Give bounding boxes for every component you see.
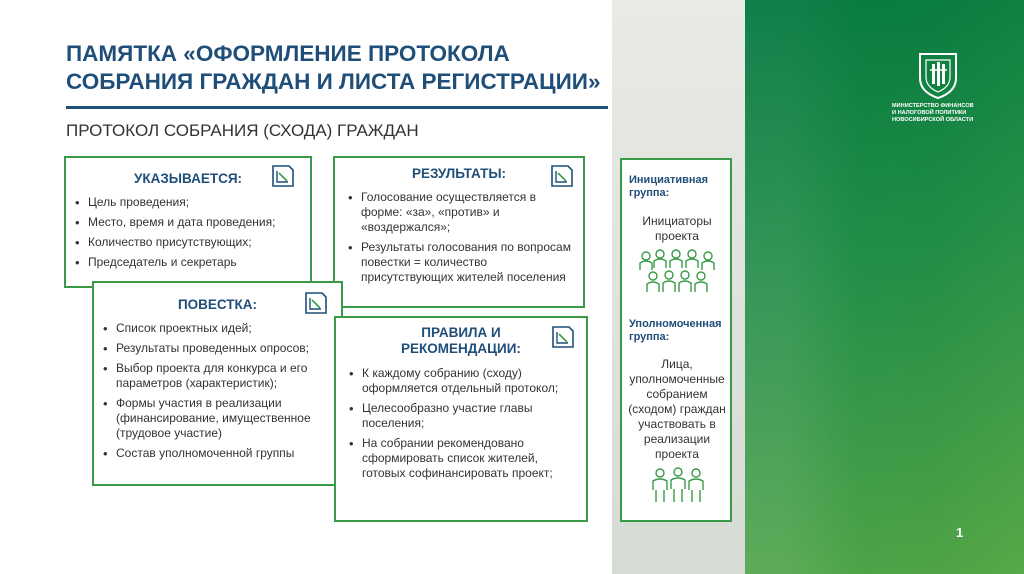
text-line: уполномоченные [629, 372, 725, 386]
page-number: 1 [956, 525, 964, 540]
list-item: • К каждому собранию (сходу) оформляется отдельный протокол; [346, 366, 580, 396]
ministry-line: И НАЛОГОВОЙ ПОЛИТИКИ [892, 110, 967, 116]
list-item: • Формы участия в реализации (финансирование, имущественное (трудовое участие) [100, 396, 335, 441]
heading-line: Инициативная [629, 174, 709, 186]
list-item: • Цель проведения; [72, 195, 304, 210]
list-item: • Результаты проведенных опросов; [100, 341, 335, 356]
list-item: • Результаты голосования по вопросам повестки = количество присутствующих жителей поселения [345, 240, 577, 285]
card-list [100, 321, 335, 461]
text-line: Лица, [661, 357, 693, 371]
slide-subtitle: ПРОТОКОЛ СОБРАНИЯ (СХОДА) ГРАЖДАН [66, 121, 419, 140]
ministry-name [892, 103, 992, 124]
list-item: • Список проектных идей; [100, 321, 335, 336]
list-item: • Голосование осуществляется в форме: «за», «против» и «воздержался»; [345, 190, 577, 235]
text-line: (сходом) граждан [628, 402, 726, 416]
authorized-group-heading [629, 318, 733, 344]
text-line: проекта [655, 447, 699, 461]
card-rules [334, 316, 588, 522]
list-item: • На собрании рекомендовано сформировать список жителей, готовых софинансировать проект; [346, 436, 580, 481]
list-item: • Место, время и дата проведения; [72, 215, 304, 230]
title-divider [66, 106, 608, 109]
heading-line: Уполномоченная [629, 318, 722, 330]
ministry-emblem-icon [912, 48, 964, 100]
list-item: • Выбор проекта для конкурса и его параметров (характеристик); [100, 361, 335, 391]
authorized-people-icon [650, 466, 706, 506]
card-results [333, 156, 585, 308]
card-heading: ПОВЕСТКА: [177, 297, 258, 312]
groups-panel [620, 158, 732, 522]
card-heading: РЕЗУЛЬТАТЫ: [411, 166, 507, 181]
text-line: реализации [643, 432, 711, 446]
card-heading [336, 325, 586, 357]
card-list [345, 190, 577, 285]
heading-line: группа: [629, 331, 670, 343]
text-line: Инициаторы [642, 214, 712, 228]
ministry-line: НОВОСИБИРСКОЙ ОБЛАСТИ [892, 117, 974, 123]
heading-line: группа: [629, 187, 670, 199]
text-line: участвовать в [638, 417, 716, 431]
card-list [346, 366, 580, 481]
document-icon [270, 163, 296, 189]
people-group-icon [636, 248, 718, 296]
initiative-group-text [626, 214, 728, 244]
ministry-line: МИНИСТЕРСТВО ФИНАНСОВ [892, 103, 974, 109]
text-line: проекта [655, 229, 699, 243]
heading-line: ПРАВИЛА И [421, 325, 501, 340]
list-item: • Председатель и секретарь [72, 255, 304, 270]
card-heading: УКАЗЫВАЕТСЯ: [133, 171, 243, 186]
list-item: • Количество присутствующих; [72, 235, 304, 250]
card-agenda [92, 281, 343, 486]
title-line: ПАМЯТКА «ОФОРМЛЕНИЕ ПРОТОКОЛА [66, 41, 510, 66]
text-line: собранием [646, 387, 708, 401]
list-item: • Целесообразно участие главы поселения; [346, 401, 580, 431]
document-icon [303, 290, 329, 316]
heading-line: РЕКОМЕНДАЦИИ: [401, 341, 521, 356]
title-line: СОБРАНИЯ ГРАЖДАН И ЛИСТА РЕГИСТРАЦИИ» [66, 69, 601, 94]
card-list [72, 195, 304, 270]
background-green-panel [745, 0, 1024, 574]
initiative-group-heading [629, 174, 729, 200]
document-icon [550, 324, 576, 350]
card-indicated [64, 156, 312, 288]
slide-title [66, 40, 626, 96]
list-item: • Состав уполномоченной группы [100, 446, 335, 461]
document-icon [549, 163, 575, 189]
authorized-group-text [624, 357, 730, 462]
